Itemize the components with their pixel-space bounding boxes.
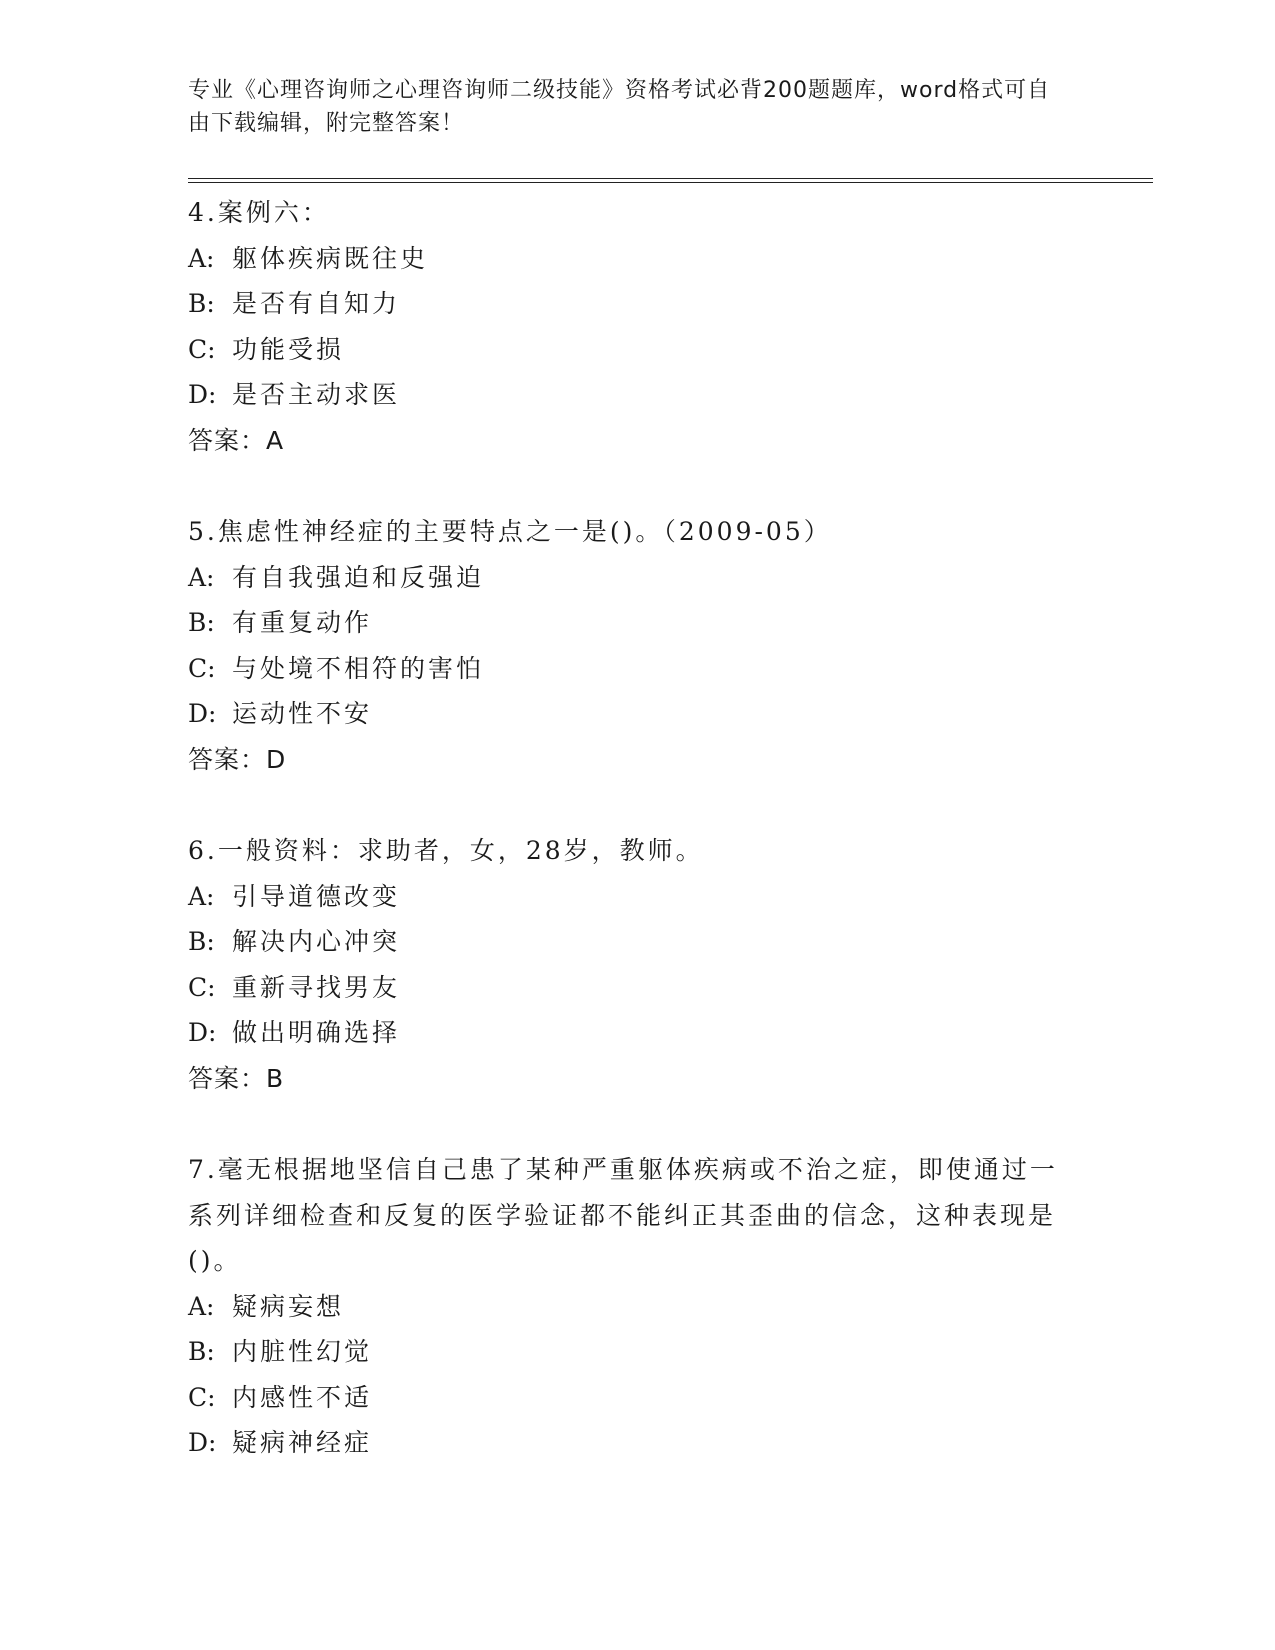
question-text: 4.案例六：	[188, 198, 330, 227]
option-text: 是否有自知力	[232, 289, 401, 318]
option-letter: C:	[188, 653, 216, 683]
option-c	[188, 646, 1068, 692]
option-c	[188, 1375, 1068, 1421]
option-letter: B:	[188, 608, 215, 637]
option-d	[188, 1010, 1068, 1056]
answer-line: 答案：D	[188, 744, 287, 774]
question-text: 5.焦虑性神经症的主要特点之一是()。（2009-05）	[188, 517, 832, 546]
option-b	[188, 1329, 1068, 1375]
option-letter: D:	[188, 1428, 217, 1457]
header-rule	[188, 178, 1153, 179]
option-letter: D:	[188, 699, 217, 728]
option-a	[188, 874, 1068, 920]
option-letter: B:	[188, 289, 215, 318]
option-b	[188, 600, 1068, 646]
option-letter: A:	[188, 562, 215, 592]
option-text: 解决内心冲突	[232, 927, 401, 956]
option-a	[188, 555, 1068, 601]
option-letter: D:	[188, 380, 217, 409]
option-a	[188, 236, 1068, 282]
answer-line: 答案：B	[188, 1063, 285, 1093]
option-b	[188, 281, 1068, 327]
question-list	[188, 190, 1068, 1466]
option-letter: C:	[188, 972, 216, 1002]
answer-line: 答案：A	[188, 425, 285, 455]
option-text: 引导道德改变	[232, 881, 401, 911]
option-letter: A:	[188, 881, 215, 911]
header-rule-secondary	[188, 182, 1153, 183]
option-text: 是否主动求医	[232, 380, 401, 409]
option-d	[188, 1420, 1068, 1466]
option-text: 做出明确选择	[232, 1018, 401, 1047]
option-text: 疑病神经症	[232, 1428, 373, 1457]
option-text: 功能受损	[232, 334, 345, 364]
option-d	[188, 691, 1068, 737]
option-letter: B:	[188, 1337, 215, 1366]
option-text: 有自我强迫和反强迫	[232, 562, 485, 592]
option-letter: D:	[188, 1018, 217, 1047]
question-7	[188, 1147, 1068, 1466]
option-letter: B:	[188, 927, 215, 956]
option-letter: C:	[188, 334, 216, 364]
option-text: 疑病妄想	[232, 1291, 345, 1321]
option-text: 有重复动作	[232, 608, 373, 637]
option-text: 内感性不适	[232, 1382, 373, 1412]
question-6	[188, 828, 1068, 1101]
option-c	[188, 327, 1068, 373]
option-text: 内脏性幻觉	[232, 1337, 373, 1366]
question-text: 6.一般资料：求助者，女，28岁，教师。	[188, 836, 704, 865]
option-text: 躯体疾病既往史	[232, 243, 429, 273]
option-letter: A:	[188, 1291, 215, 1321]
option-text: 运动性不安	[232, 699, 373, 728]
option-d	[188, 372, 1068, 418]
document-header: 专业《心理咨询师之心理咨询师二级技能》资格考试必背200题题库，word格式可自由下载编辑，附完整答案！	[188, 78, 1051, 136]
option-letter: A:	[188, 243, 215, 273]
question-5	[188, 509, 1068, 782]
question-text: 7.毫无根据地坚信自己患了某种严重躯体疾病或不治之症，即使通过一系列详细检查和反复的医学验证都不能纠正其歪曲的信念，这种表现是()。	[188, 1155, 1058, 1275]
option-a	[188, 1284, 1068, 1330]
question-4	[188, 190, 1068, 463]
option-text: 重新寻找男友	[232, 972, 401, 1002]
option-b	[188, 919, 1068, 965]
option-c	[188, 965, 1068, 1011]
option-letter: C:	[188, 1382, 216, 1412]
option-text: 与处境不相符的害怕	[232, 653, 485, 683]
